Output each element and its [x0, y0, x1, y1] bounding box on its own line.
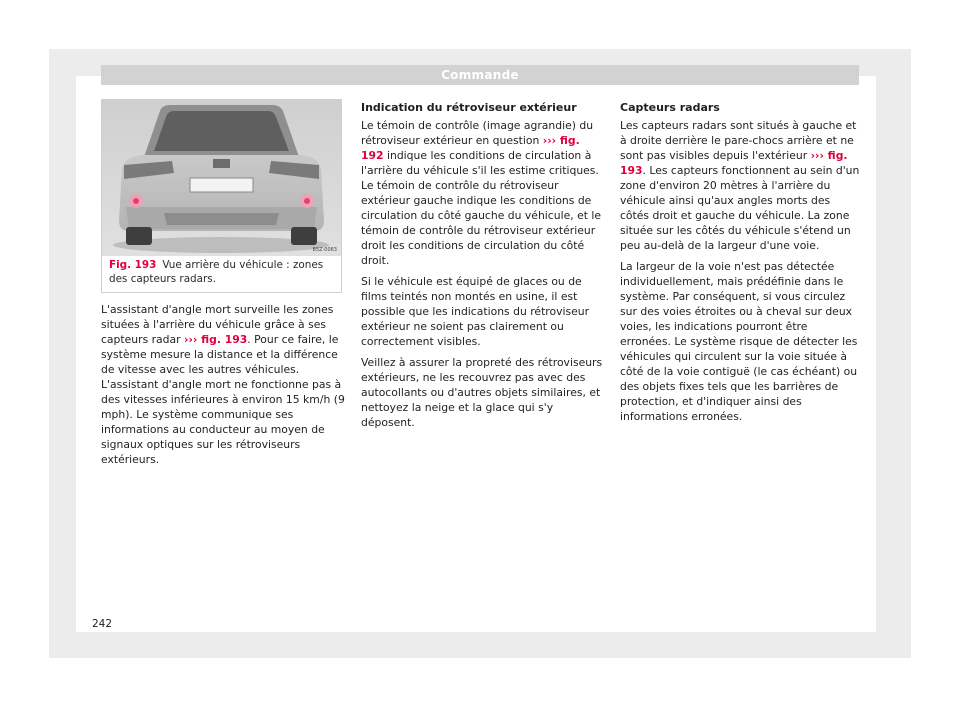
- text: Les capteurs radars sont situés à gauche et à droite derrière le pare-chocs arrière et ne sont pas visibles depuis l'extérieur: [620, 119, 857, 162]
- text: Le témoin de contrôle (image agrandie) du rétroviseur extérieur en question: [361, 119, 594, 147]
- paragraph: [620, 118, 861, 253]
- text: L'assistant d'angle mort surveille les zones situées à l'arrière du véhicule grâce à ses capteurs radar: [101, 303, 334, 346]
- figure-reference-link[interactable]: ››› fig. 193: [184, 333, 248, 346]
- column-3: [620, 100, 861, 430]
- section-heading-mirror-indication: Indication du rétroviseur extérieur: [361, 101, 577, 114]
- chapter-header: [101, 65, 859, 85]
- figure-code: B5Z-0063: [312, 247, 337, 253]
- text: . Pour ce faire, le système mesure la distance et la différence de vitesse avec les autres véhicules. L'assistant d'angle mort ne fonctionne pas à des vitesses inférieures à environ 15 km/h (9 mph). Le système communique ses informations au conducteur au moyen de signaux optiques sur les rétroviseurs extérieurs.: [101, 333, 345, 466]
- paragraph: Si le véhicule est équipé de glaces ou de films teintés non montés en usine, il est possible que les indications du rétroviseur extérieur ne soient pas clairement ou correctement visibles.: [361, 275, 590, 348]
- page-number: 242: [92, 618, 113, 630]
- chapter-title: Commande: [441, 68, 519, 82]
- paragraph: Veillez à assurer la propreté des rétroviseurs extérieurs, ne les recouvrez pas avec des autocollants ou d'autres objets similaires, et nettoyez la neige et la glace qui s'y déposent.: [361, 356, 603, 429]
- figure-caption: [109, 259, 337, 286]
- figure-reference-link[interactable]: ››› fig. 192: [361, 134, 580, 162]
- paragraph: La largeur de la voie n'est pas détectée individuellement, mais prédéfinie dans le système. Par conséquent, si vous circulez sur des voies étroites ou à cheval sur deux voies, les indications pourront être erronées. Le système risque de détecter les véhicules qui circulent sur la voie située à côté de la voie contiguë (le cas échéant) ou des objets fixes tels que les barrières de protection, et d'indiquer ainsi des informations erronées.: [620, 260, 858, 423]
- paragraph: [101, 302, 346, 467]
- figure-193: [101, 99, 342, 293]
- column-2: [361, 100, 604, 436]
- figure-reference-link[interactable]: ››› fig. 193: [620, 149, 848, 177]
- car-rear-illustration: [102, 99, 341, 256]
- text: indique les conditions de circulation à l'arrière du véhicule s'il les estime critiques. Le témoin de contrôle du rétroviseur extérieur gauche indique les conditions de circulation du côté gauche du véhicule, et le témoin de contrôle du rétroviseur extérieur droit les conditions de circulation du côté droit.: [361, 149, 602, 267]
- figure-caption-text: Vue arrière du véhicule : zones des capteurs radars.: [109, 259, 324, 285]
- paragraph: [361, 118, 604, 268]
- car-rear-drawing: [102, 99, 341, 256]
- section-heading-radar-sensors: Capteurs radars: [620, 101, 720, 114]
- column-1: [101, 302, 346, 473]
- figure-label: Fig. 193: [109, 259, 157, 271]
- text: . Les capteurs fonctionnent au sein d'un zone d'environ 20 mètres à l'arrière du véhicule ainsi qu'aux angles morts des côtés droit et gauche du véhicule. La zone située sur les côtés du véhicule s'étend un peu au-delà de la largeur d'une voie.: [620, 164, 860, 252]
